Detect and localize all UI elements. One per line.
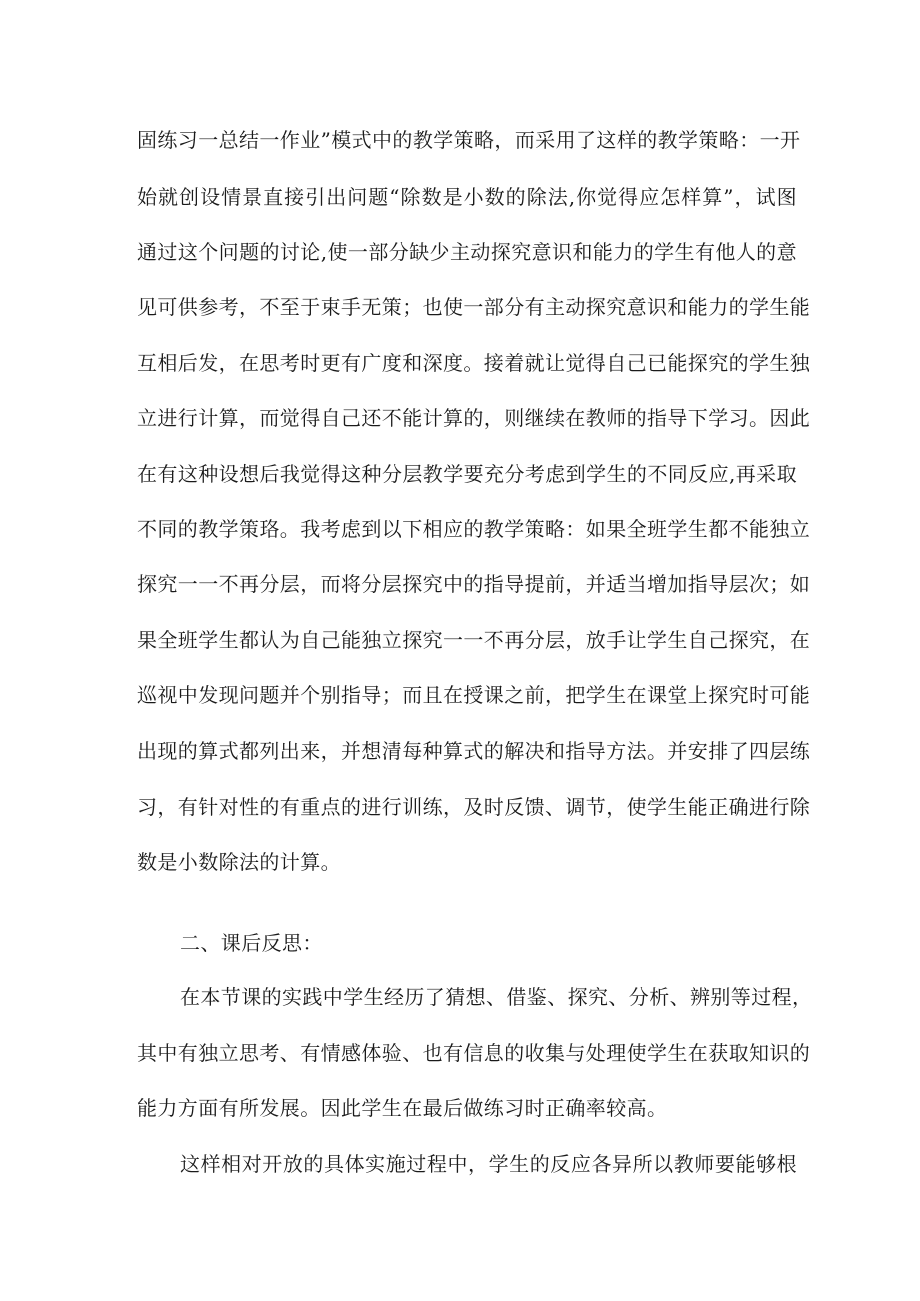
paragraph-line: 巡视中发现问题并个别指导；而且在授课之前，把学生在课堂上探究时可能 <box>137 683 811 707</box>
paragraph-line: 探究一一不再分层，而将分层探究中的指导提前，并适当增加指导层次；如 <box>137 572 811 596</box>
paragraph-line: 见可供参考，不至于束手无策；也使一部分有主动探究意识和能力的学生能 <box>137 295 811 319</box>
paragraph-line: 不同的教学策珞。我考虑到以下相应的教学策略：如果全班学生都不能独立 <box>137 517 811 541</box>
paragraph-line: 其中有独立思考、有情感体验、也有信息的收集与处理使学生在获取知识的 <box>137 1041 811 1065</box>
paragraph-line: 习，有针对性的有重点的进行训练，及时反馈、调节，使学生能正确进行除 <box>137 795 811 819</box>
paragraph-line: 在有这种设想后我觉得这种分层教学要充分考虑到学生的不同反应,再采取 <box>137 462 797 486</box>
paragraph-line: 这样相对开放的具体实施过程中，学生的反应各异所以教师要能够根 <box>180 1152 797 1176</box>
section-heading: 二、课后反思： <box>180 931 323 955</box>
paragraph-line: 立进行计算，而觉得自己还不能计算的，则继续在教师的指导下学习。因此 <box>137 406 811 430</box>
paragraph-line: 出现的算式都列出来，并想清每种算式的解决和指导方法。并安排了四层练 <box>137 739 811 763</box>
paragraph-line: 在本节课的实践中学生经历了猜想、借鉴、探究、分析、辨别等过程， <box>180 985 813 1009</box>
paragraph-line: 能力方面有所发展。因此学生在最后做练习时正确率较高。 <box>137 1096 668 1120</box>
paragraph-line: 果全班学生都认为自己能独立探究一一不再分层，放手让学生自己探究，在 <box>137 628 811 652</box>
paragraph-line: 始就创设情景直接引出问题“除数是小数的除法,你觉得应怎样算”，试图 <box>137 185 797 209</box>
paragraph-line: 互相后发，在思考时更有广度和深度。接着就让觉得自己已能探究的学生独 <box>137 351 811 375</box>
paragraph-line: 固练习一总结一作业”模式中的教学策略，而采用了这样的教学策略：一开 <box>137 128 801 152</box>
paragraph-line: 通过这个问题的讨论,使一部分缺少主动探究意识和能力的学生有他人的意 <box>137 240 797 264</box>
paragraph-line: 数是小数除法的计算。 <box>137 850 341 874</box>
